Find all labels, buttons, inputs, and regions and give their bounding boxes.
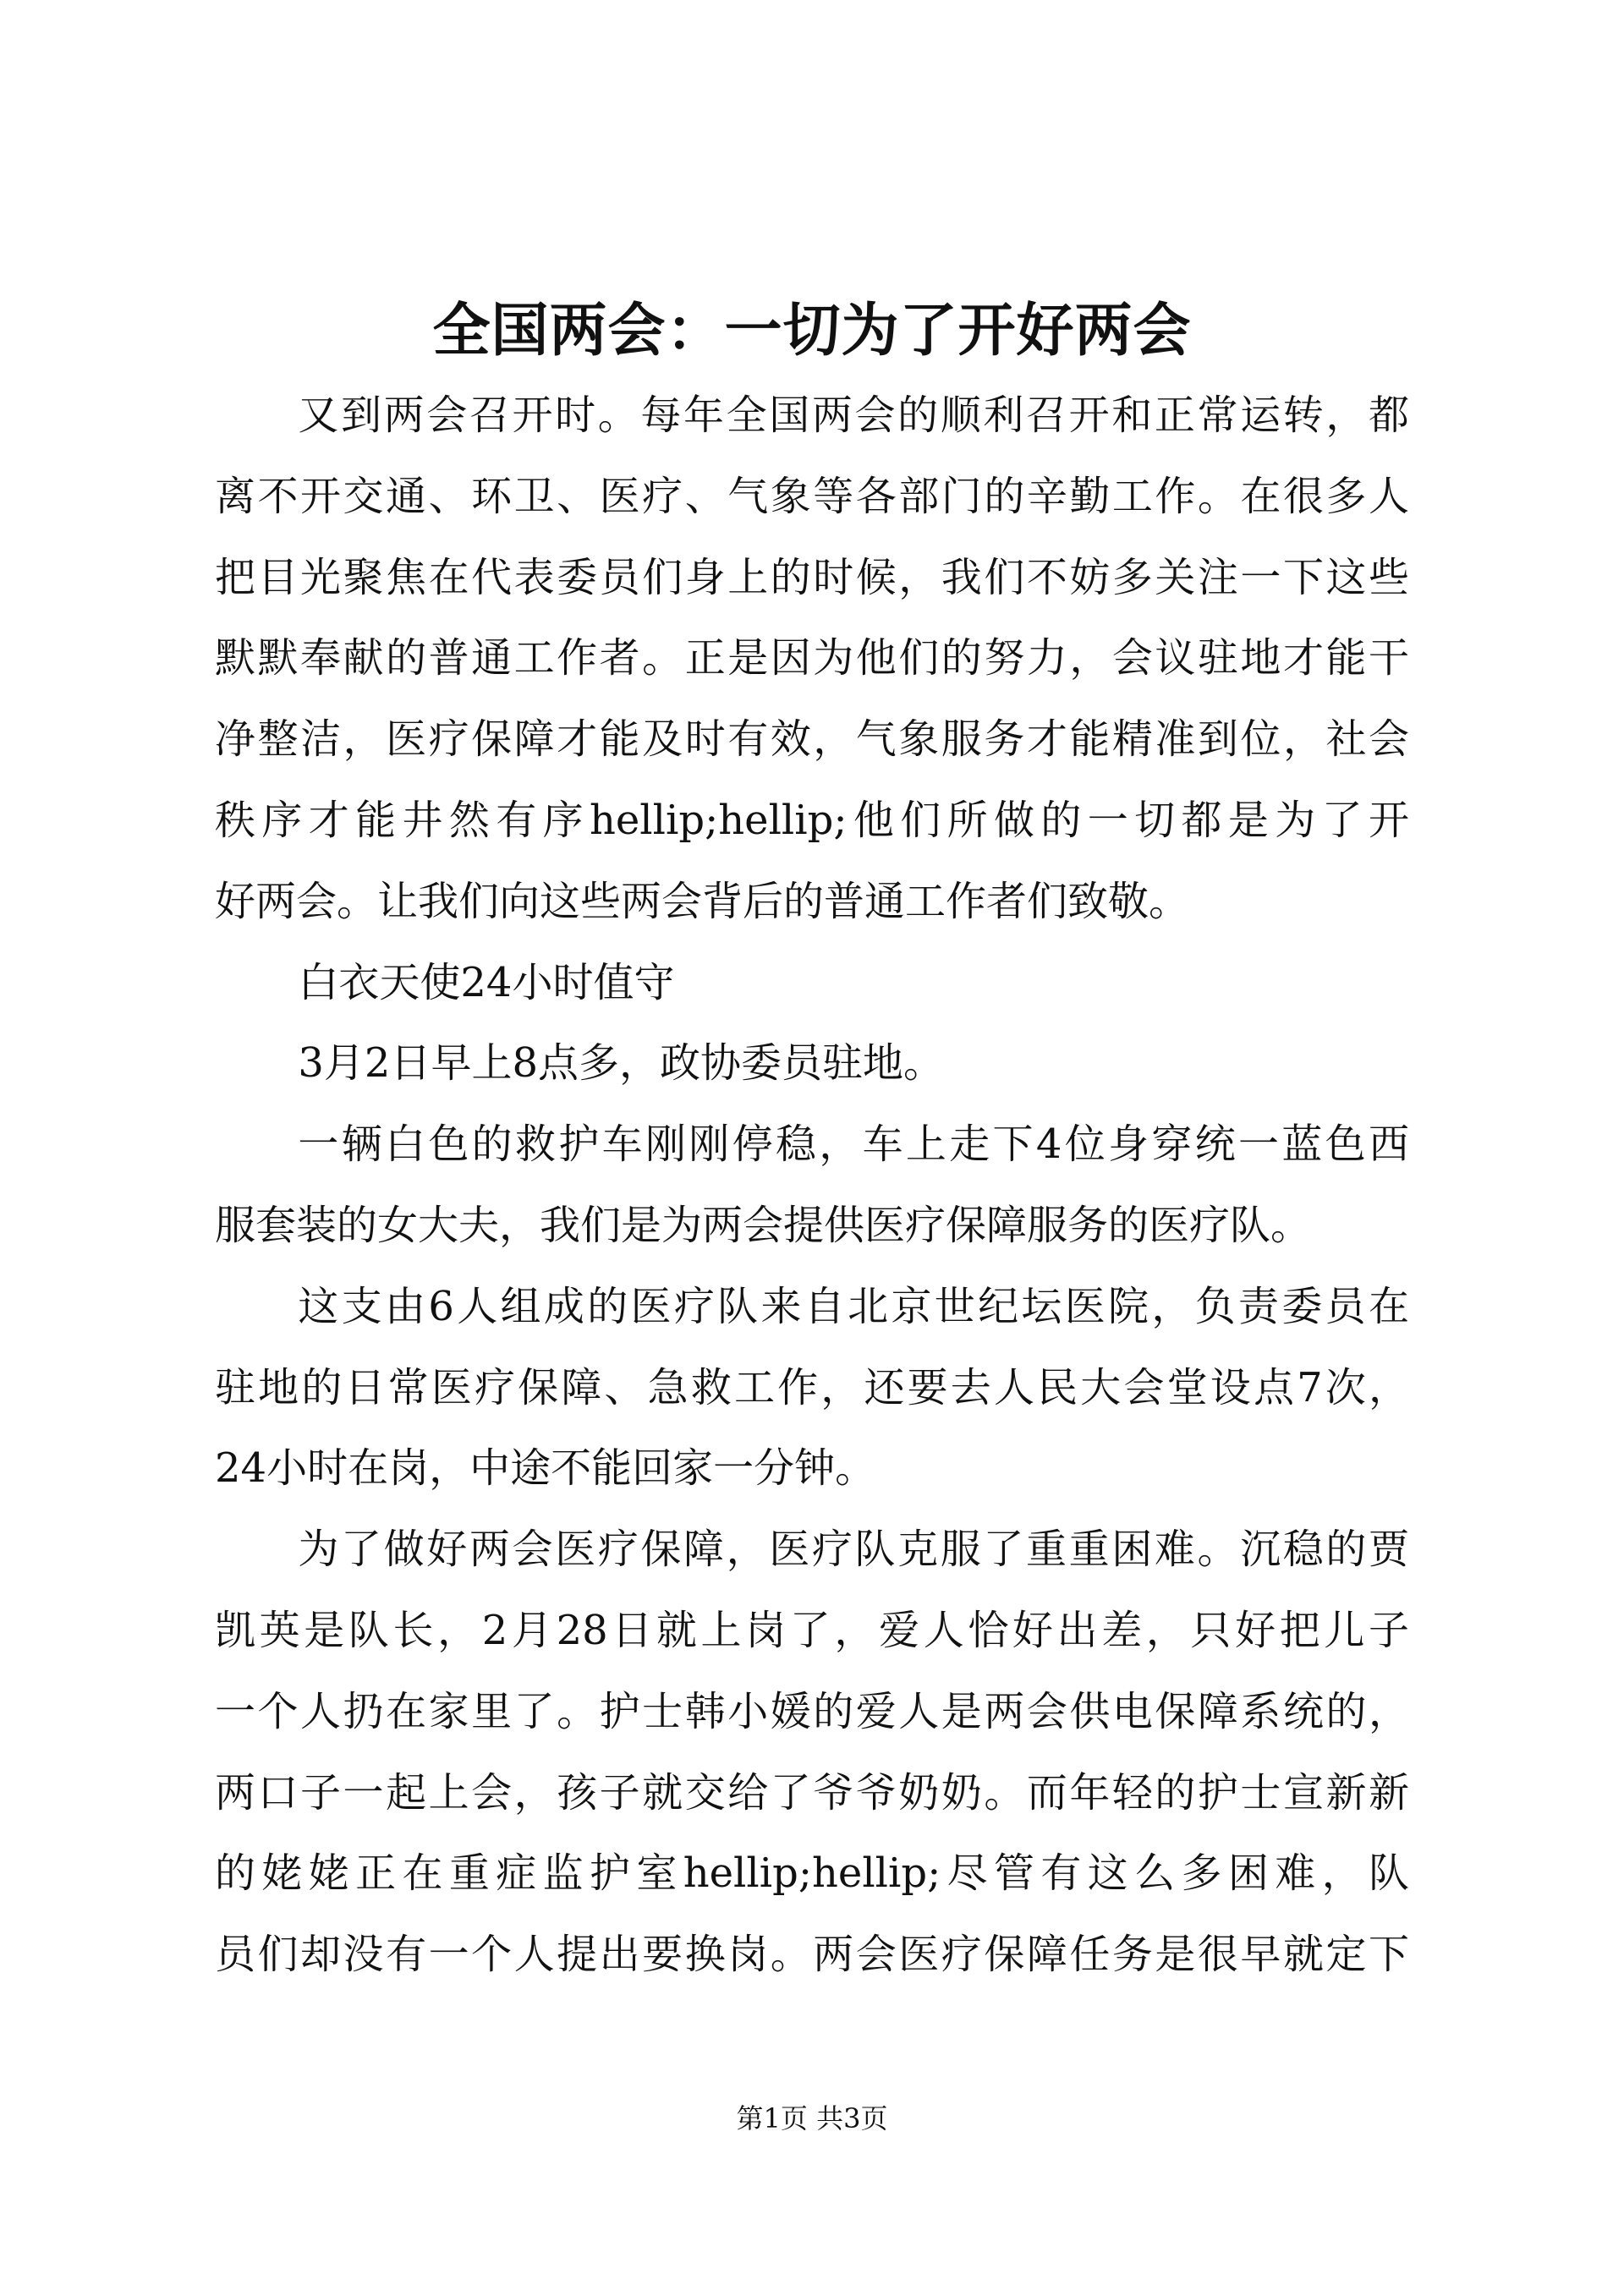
text-line: 一个人扔在家里了。护士韩小媛的爱人是两会供电保障系统的， <box>215 1687 1409 1735</box>
text-line: 净整洁，医疗保障才能及时有效，气象服务才能精准到位，社会 <box>215 715 1409 764</box>
text-line: 白衣天使24小时值守 <box>298 958 675 1006</box>
paragraph <box>215 1023 1409 1104</box>
document-title: 全国两会：一切为了开好两会 <box>432 297 1192 364</box>
paragraph <box>215 943 1409 1024</box>
paragraph <box>215 1104 1409 1267</box>
text-line: 员们却没有一个人提出要换岗。两会医疗保障任务是很早就定下 <box>215 1931 1409 1979</box>
text-line: 为了做好两会医疗保障，医疗队克服了重重困难。沉稳的贾 <box>298 1526 1409 1574</box>
text-line: 秩序才能井然有序hellip;hellip;他们所做的一切都是为了开 <box>215 796 1409 844</box>
text-line: 3月2日早上8点多，政协委员驻地。 <box>298 1039 945 1088</box>
text-line: 离不开交通、环卫、医疗、气象等各部门的辛勤工作。在很多人 <box>215 472 1409 520</box>
paragraph <box>215 1510 1409 1996</box>
text-line: 一辆白色的救护车刚刚停稳，车上走下4位身穿统一蓝色西 <box>298 1121 1409 1169</box>
text-line: 服套装的女大夫，我们是为两会提供医疗保障服务的医疗队。 <box>215 1201 1312 1249</box>
text-line: 把目光聚焦在代表委员们身上的时候，我们不妨多关注一下这些 <box>215 553 1409 601</box>
text-line: 这支由6人组成的医疗队来自北京世纪坛医院，负责委员在 <box>298 1282 1409 1330</box>
text-line: 凯英是队长，2月28日就上岗了，爱人恰好出差，只好把儿子 <box>215 1606 1409 1654</box>
text-line: 驻地的日常医疗保障、急救工作，还要去人民大会堂设点7次， <box>215 1363 1409 1411</box>
text-line: 好两会。让我们向这些两会背后的普通工作者们致敬。 <box>215 877 1190 925</box>
paragraph <box>215 375 1409 943</box>
text-line: 又到两会召开时。每年全国两会的顺利召开和正常运转，都 <box>298 392 1409 439</box>
text-line: 24小时在岗，中途不能回家一分钟。 <box>215 1444 876 1493</box>
text-line: 默默奉献的普通工作者。正是因为他们的努力，会议驻地才能干 <box>215 634 1409 682</box>
page-footer: 第1页 共3页 <box>736 2102 888 2134</box>
text-line: 两口子一起上会，孩子就交给了爷爷奶奶。而年轻的护士宣新新 <box>215 1768 1409 1817</box>
text-line: 的姥姥正在重症监护室hellip;hellip;尽管有这么多困难，队 <box>215 1849 1409 1898</box>
paragraph <box>215 1267 1409 1510</box>
document-body <box>215 375 1409 1996</box>
